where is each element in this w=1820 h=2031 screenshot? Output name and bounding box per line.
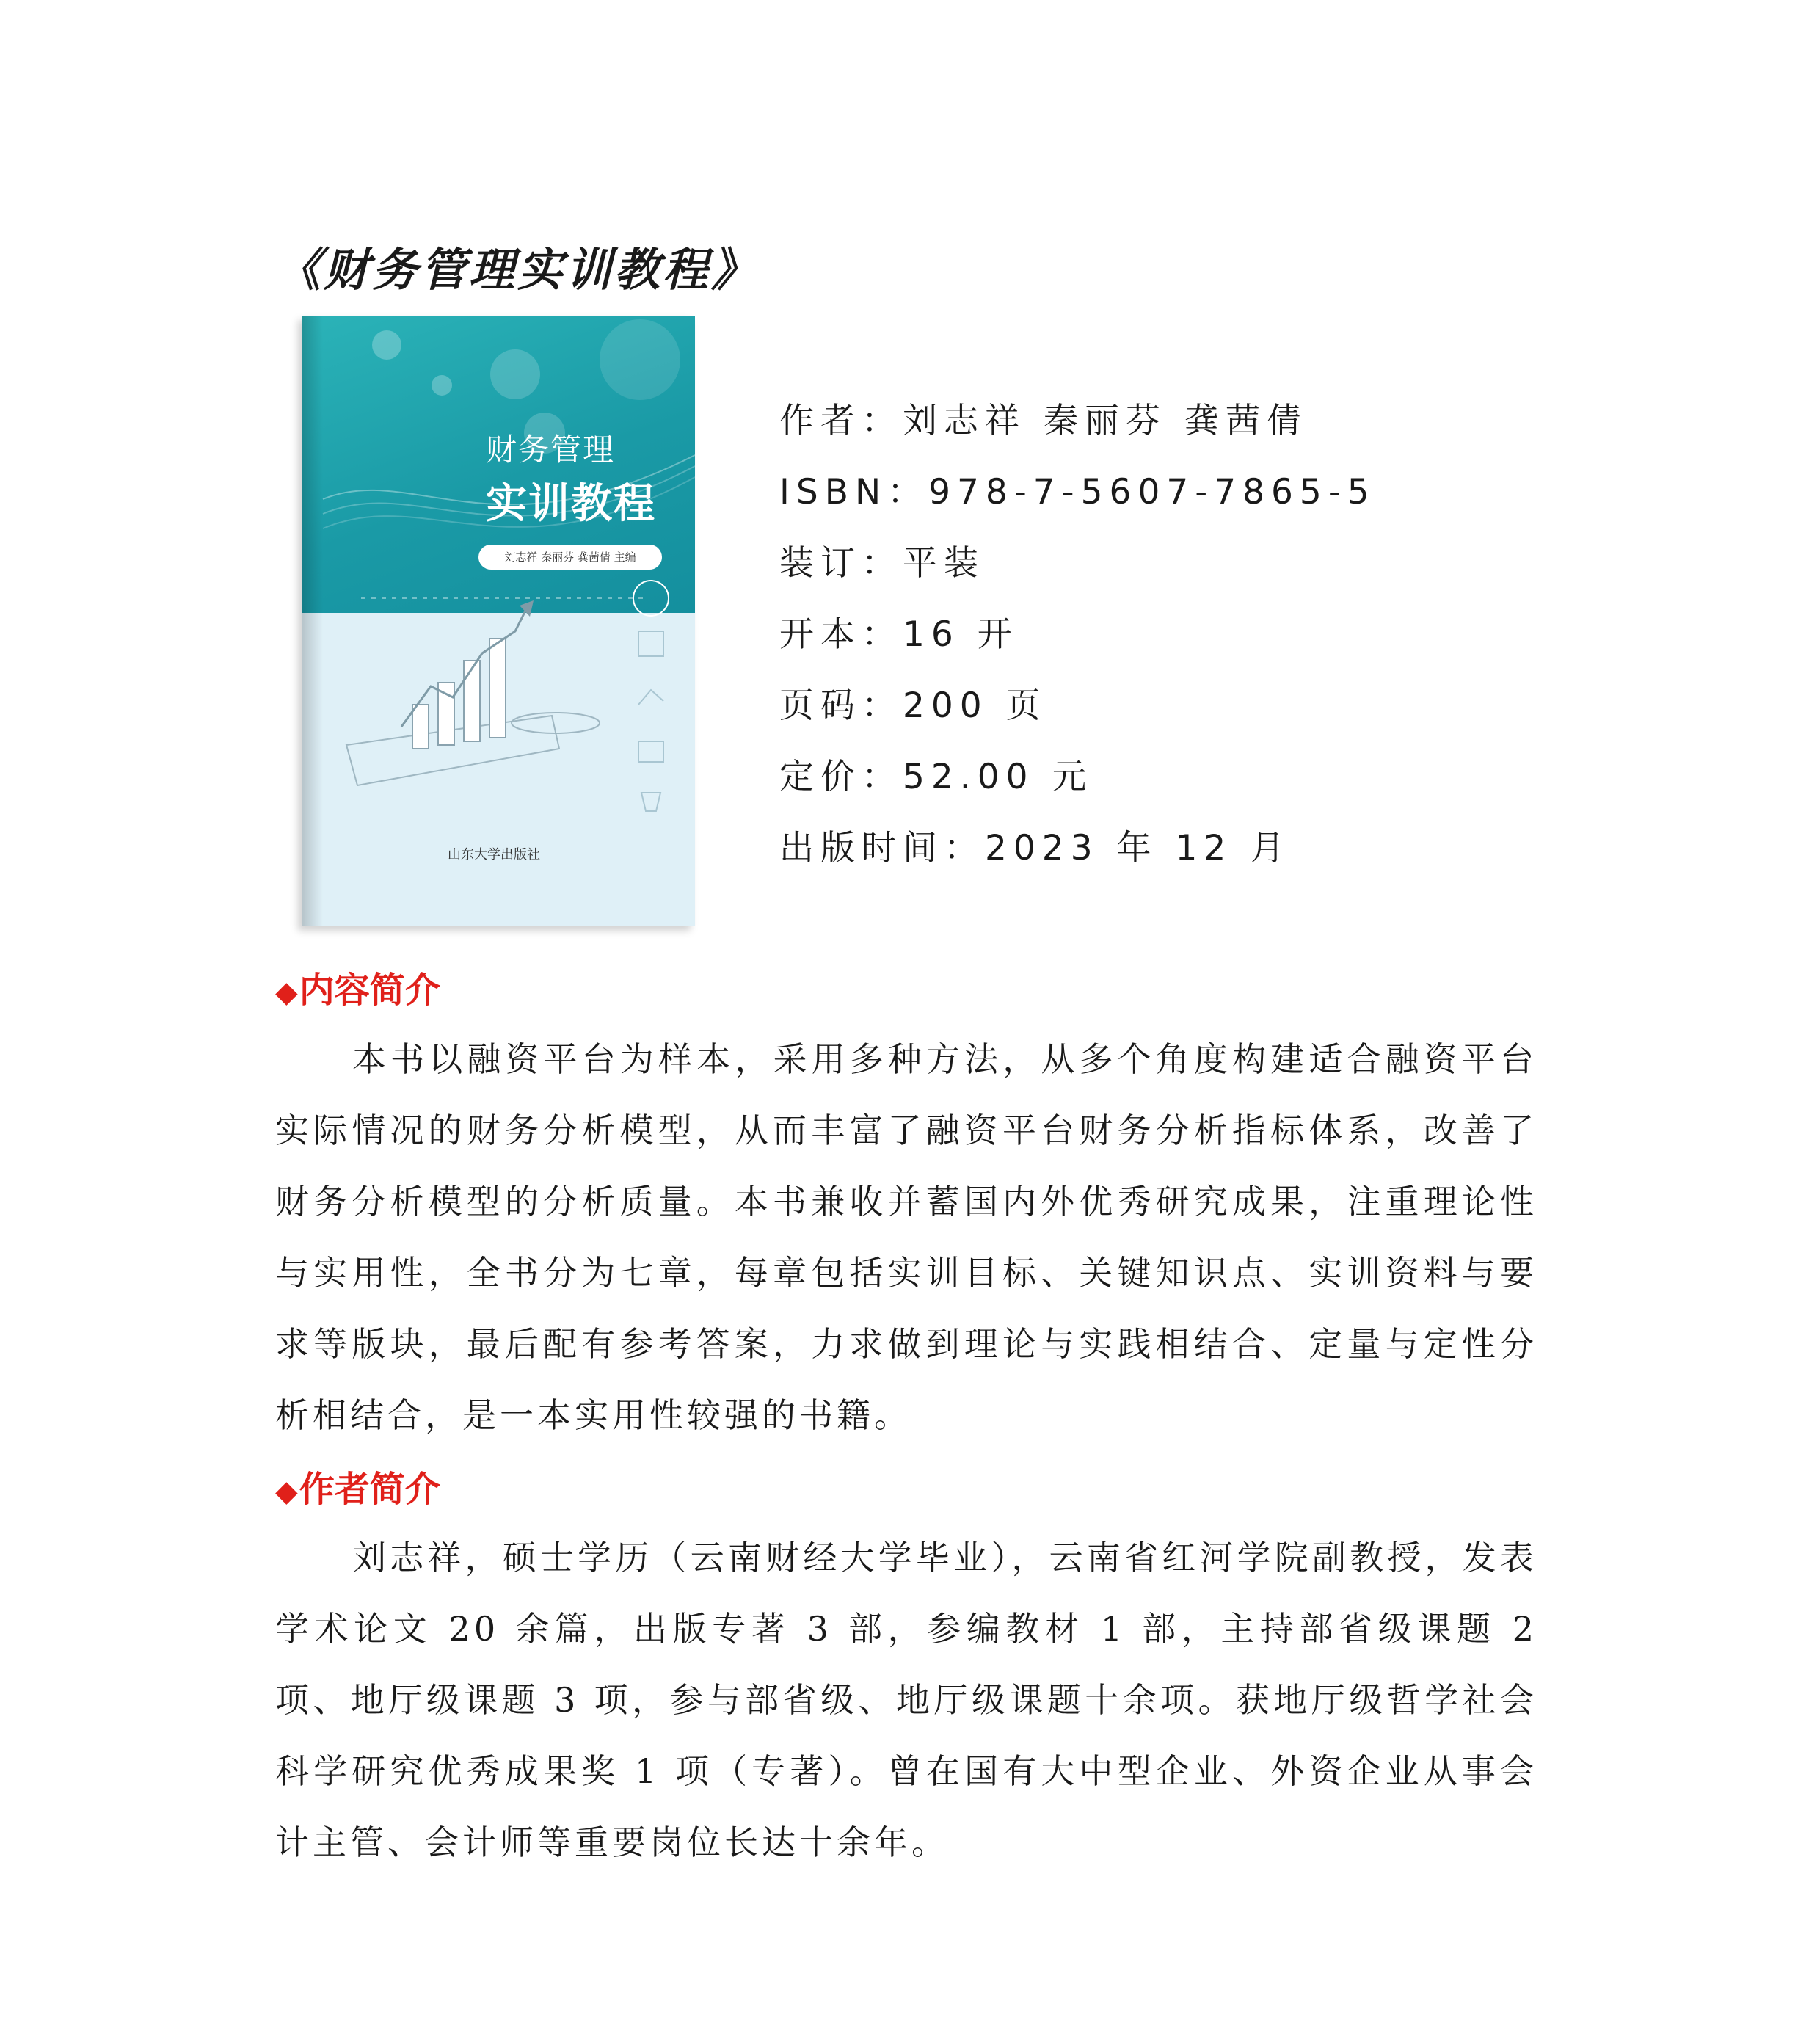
info-label: ISBN： (779, 472, 929, 512)
cover-authors: 刘志祥 秦丽芬 龚茜倩 主编 (478, 545, 662, 570)
info-binding (779, 536, 1376, 607)
info-format (779, 607, 1376, 678)
info-label: 作者： (779, 401, 903, 441)
section-heading-label: 内容简介 (299, 970, 440, 1011)
cover-title-line1: 财务管理 (486, 432, 616, 468)
cover-spine-shadow (302, 316, 323, 926)
info-value: 16 开 (903, 614, 1019, 655)
cover-artwork (302, 316, 695, 926)
book-title: 《财务管理实训教程》 (275, 243, 760, 297)
info-label: 定价： (779, 757, 903, 797)
cover-publisher: 山东大学出版社 (448, 847, 540, 862)
info-label: 出版时间： (779, 828, 985, 868)
info-author (779, 393, 1376, 465)
diamond-icon: ◆ (275, 975, 298, 1009)
book-info-list (779, 393, 1376, 892)
section-heading-author (275, 1461, 440, 1511)
info-value: 200 页 (903, 686, 1047, 726)
info-label: 装订： (779, 543, 903, 584)
info-value: 2023 年 12 月 (985, 828, 1292, 868)
section-body-author: 刘志祥，硕士学历（云南财经大学毕业），云南省红河学院副教授，发表学术论文 20 余篇，出版专著 3 部，参编教材 1 部，主持部省级课题 2 项、地厅级课题 3 项，参与部省级、地厅级课题十余项。获地厅级哲学社会科学研究优秀成果奖 1 项（专著）。曾在国有大中型企业、外资企业从事会计主管、会计师等重要岗位长达十余年。 (275, 1538, 1537, 1862)
info-value: 平装 (903, 543, 985, 584)
info-label: 页码： (779, 686, 903, 726)
book-cover-image (302, 316, 695, 926)
info-isbn (779, 465, 1376, 536)
info-price (779, 749, 1376, 821)
section-body-content: 本书以融资平台为样本，采用多种方法，从多个角度构建适合融资平台实际情况的财务分析模型，从而丰富了融资平台财务分析指标体系，改善了财务分析模型的分析质量。本书兼收并蓄国内外优秀研究成果，注重理论性与实用性，全书分为七章，每章包括实训目标、关键知识点、实训资料与要求等版块，最后配有参考答案，力求做到理论与实践相结合、定量与定性分析相结合，是一本实用性较强的书籍。 (275, 1039, 1537, 1435)
cover-title-line2: 实训教程 (486, 480, 656, 528)
info-value: 978-7-5607-7865-5 (928, 472, 1376, 512)
diamond-icon: ◆ (275, 1475, 298, 1508)
section-heading-label: 作者简介 (299, 1469, 440, 1510)
info-pages (779, 678, 1376, 749)
section-heading-content (275, 962, 440, 1012)
info-label: 开本： (779, 614, 903, 655)
info-value: 刘志祥 秦丽芬 龚茜倩 (903, 401, 1308, 441)
info-pub-date (779, 821, 1376, 892)
info-value: 52.00 元 (903, 757, 1093, 797)
